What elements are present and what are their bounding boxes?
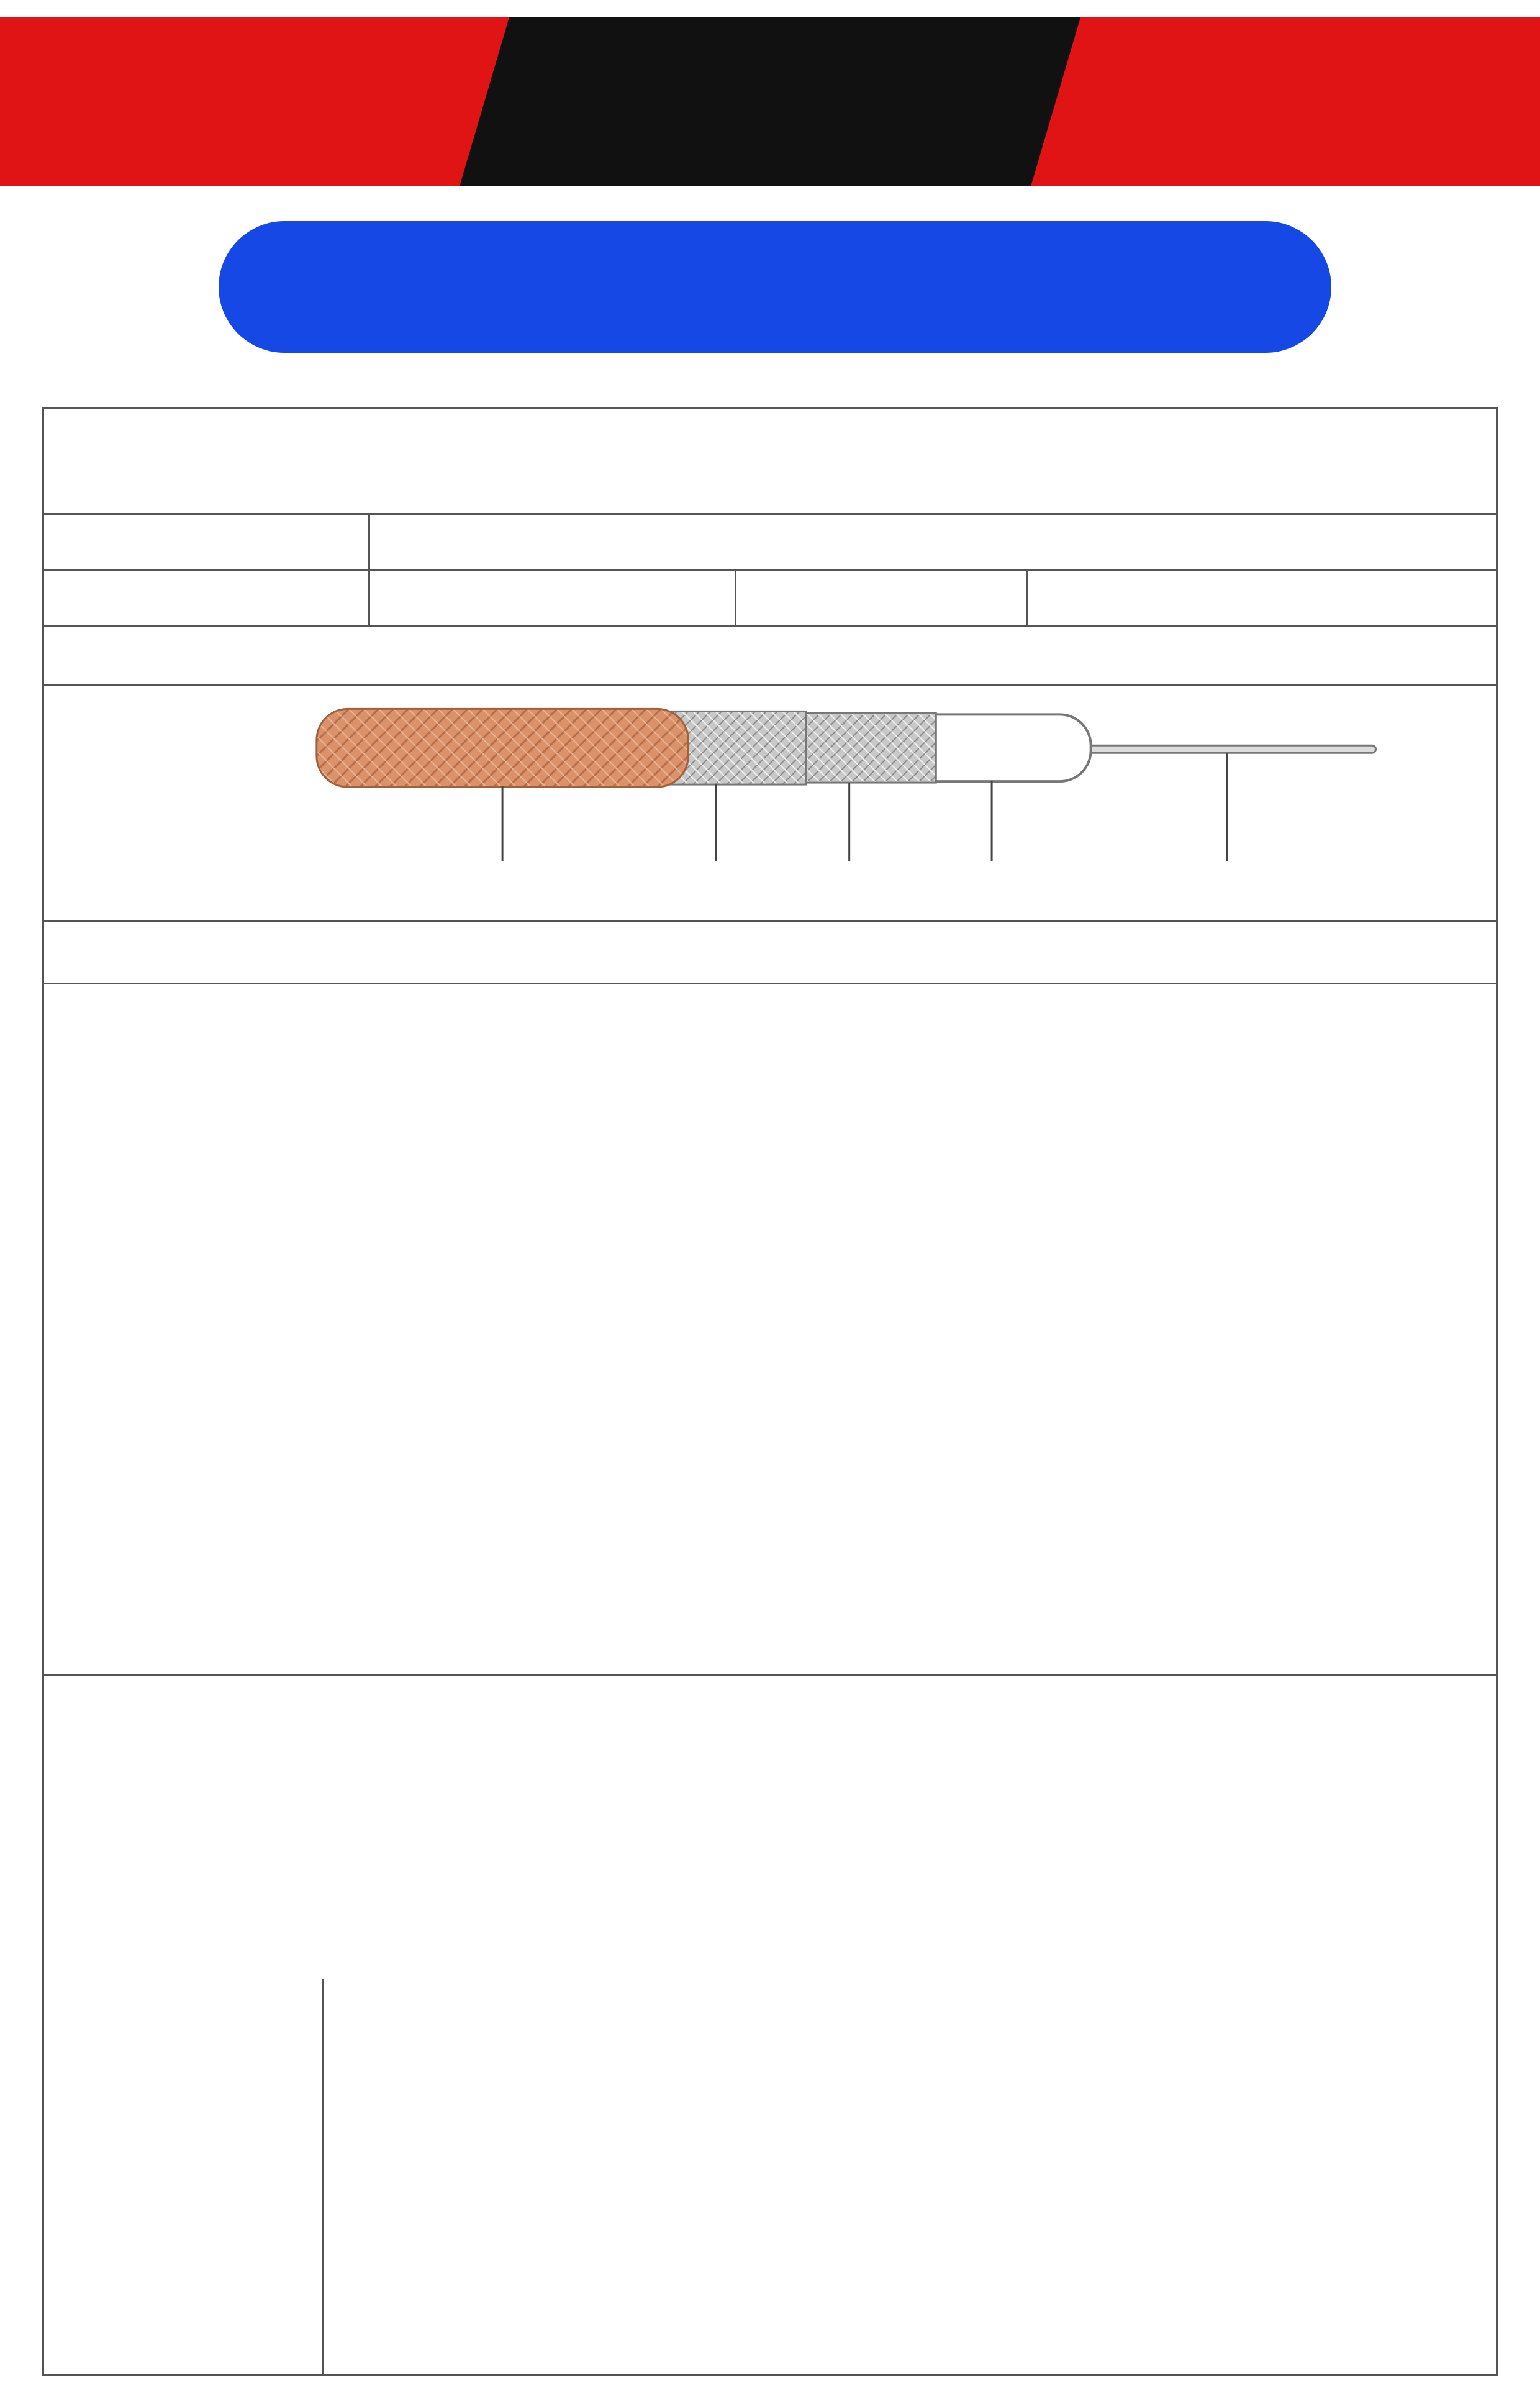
section-structure-row: [44, 627, 1496, 686]
section-size-title: [44, 922, 48, 983]
cable-type-label: [44, 571, 370, 625]
attenuation-label: [44, 1979, 324, 2374]
structure-diagram-row: [44, 686, 1496, 922]
table-title-row: [44, 409, 1496, 515]
cable-name-value: [370, 515, 1500, 569]
attenuation-block: [44, 1979, 1500, 2374]
technical-data-table: [42, 407, 1498, 2376]
section-size-row: [44, 922, 1496, 984]
header-banner: [0, 0, 1540, 199]
cable-type-value: [370, 571, 736, 625]
standard-value: [1028, 571, 1500, 625]
standard-label: [736, 571, 1028, 625]
banner-title: [460, 17, 1080, 186]
section-structure-title: [44, 627, 48, 684]
inner-conductor: [1054, 745, 1376, 753]
cable-structure-diagram: [44, 686, 1496, 920]
cable-type-row: [44, 571, 1496, 627]
cable-name-row: [44, 515, 1496, 571]
attenuation-rows: [324, 1979, 1500, 2374]
section-properties-title: [44, 1614, 48, 1674]
section-properties-row: [44, 1614, 1496, 1676]
jacket: [317, 709, 688, 787]
cable-name-label: [44, 515, 370, 569]
product-title: [219, 221, 1331, 353]
